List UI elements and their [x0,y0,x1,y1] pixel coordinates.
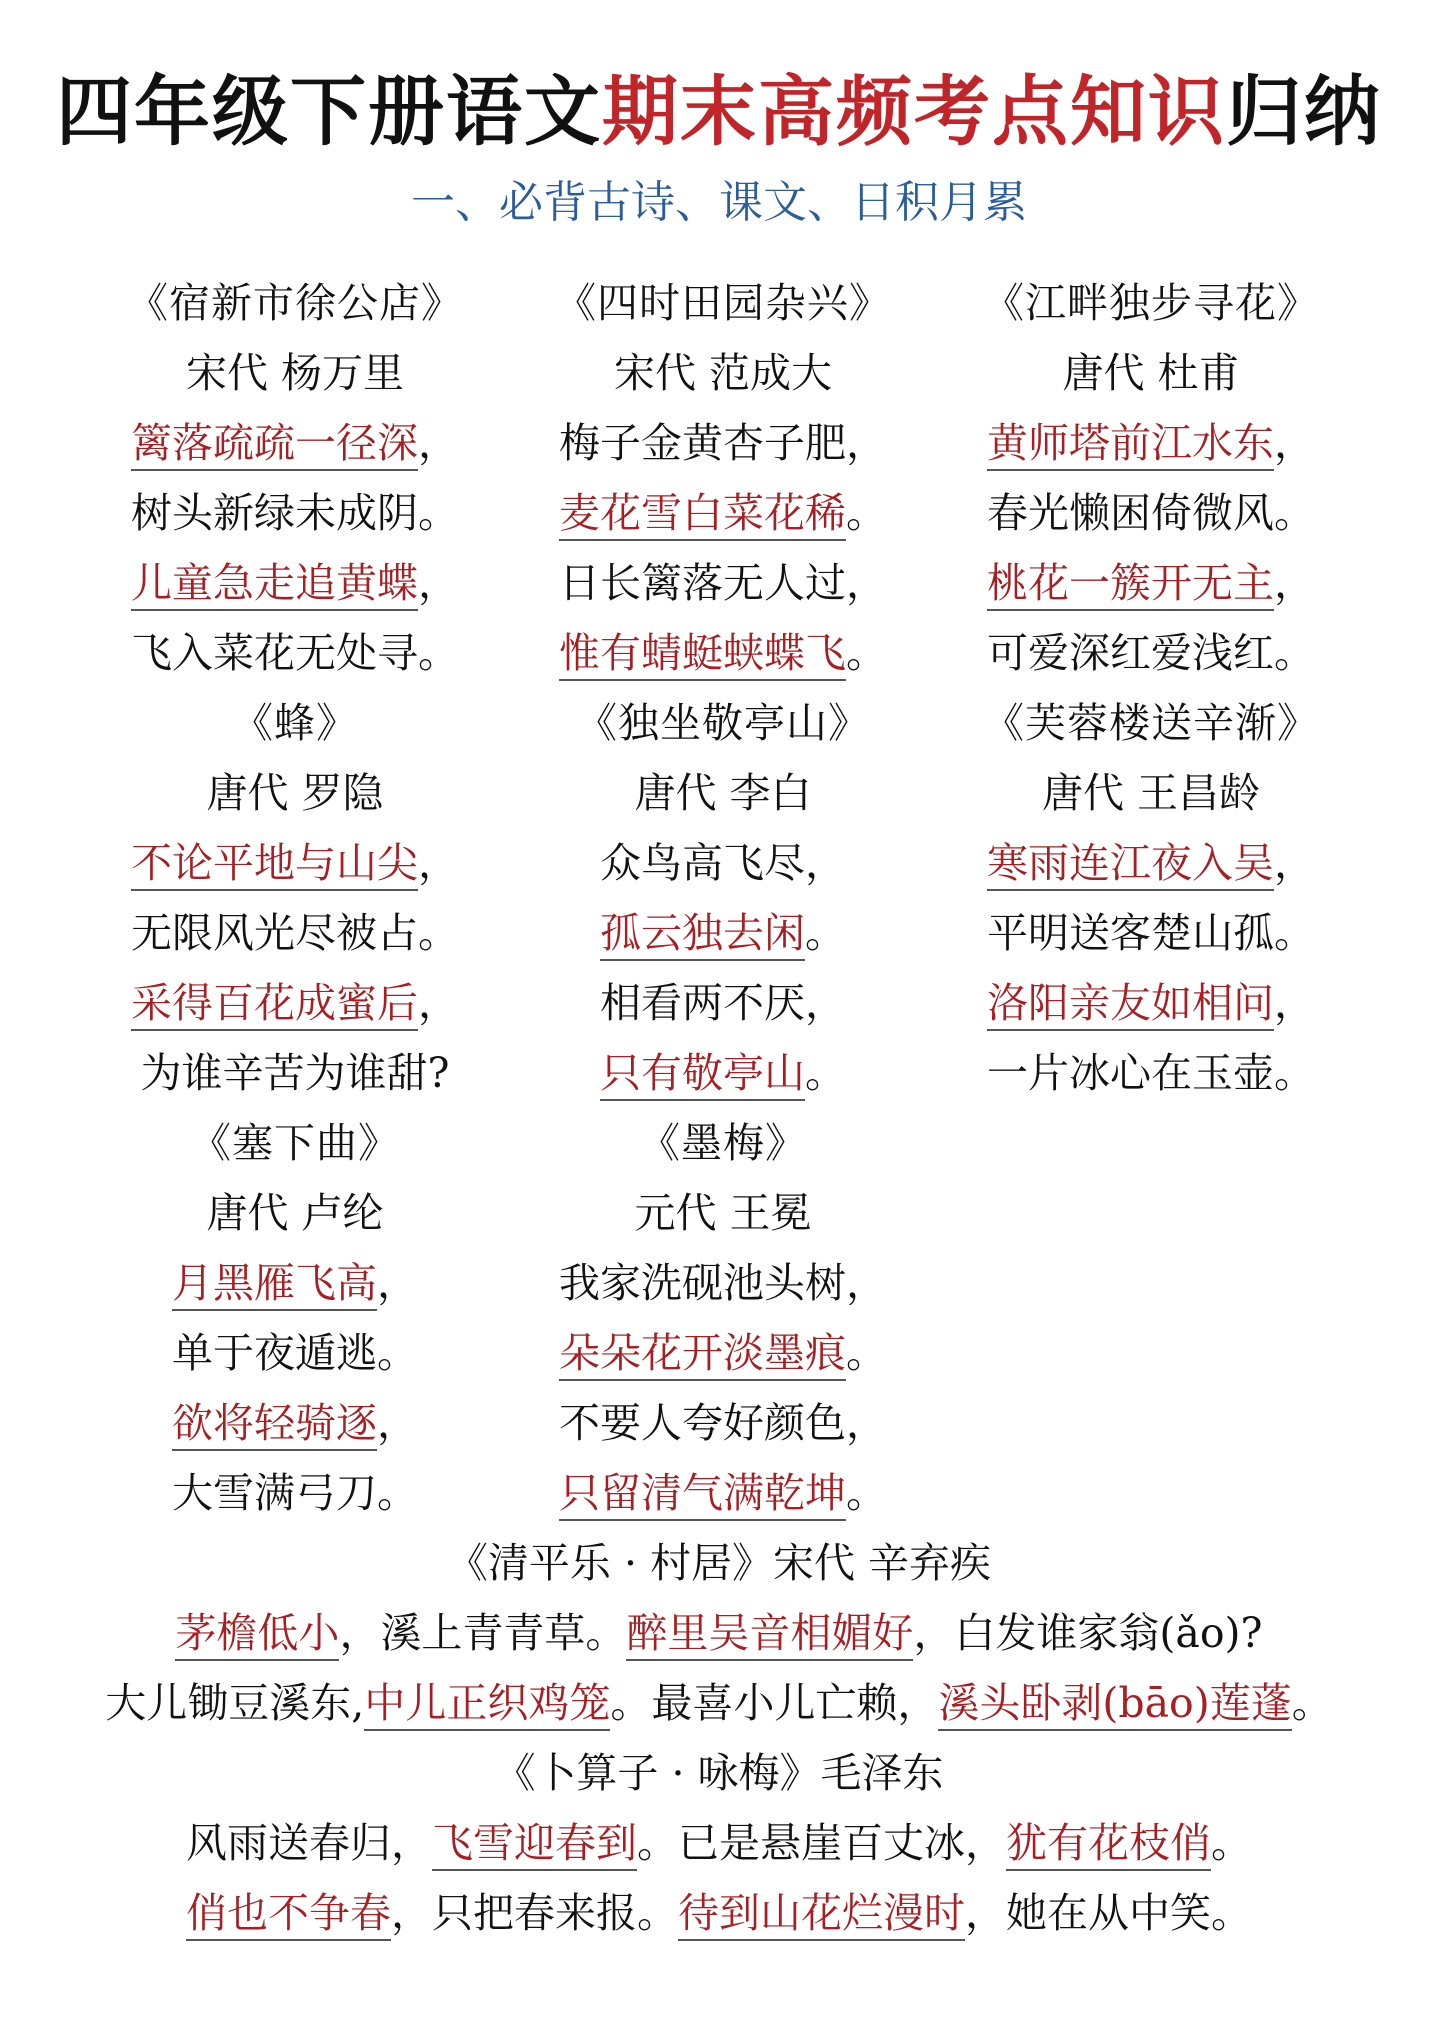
poem-title: 《宿新市徐公店》 [127,279,463,327]
highlighted-text: 待到山花烂漫时 [678,1887,965,1941]
highlighted-text: 寒雨连江夜入吴 [987,837,1274,891]
highlighted-text: 醉里吴音相媚好 [626,1607,913,1661]
poem-line: 一片冰心在玉壶。 [987,1049,1315,1097]
highlighted-text: 朵朵花开淡墨痕 [559,1327,846,1381]
poem-line: 黄师塔前江水东， [936,408,1366,478]
poem-title: 《四时田园杂兴》 [555,279,891,327]
title-part-3: 归纳 [1226,67,1382,156]
poem-line: 不要人夸好颜色， [559,1399,887,1447]
poem-title: 《蜂》 [232,699,358,747]
highlighted-text: 孤云独去闲 [600,907,805,961]
poem-line: 为谁辛苦为谁甜? [140,1049,450,1097]
poem-line: 无限风光尽被占。 [131,909,459,957]
poem-line: 茅檐低小，溪上青青草。醉里吴音相媚好，白发谁家翁(ǎo)? [0,1598,1438,1668]
highlighted-text: 飞雪迎春到 [432,1817,637,1871]
poem-line: 寒雨连江夜入吴， [936,828,1366,898]
poem-author: 宋代 范成大 [613,349,833,397]
poem-block [80,268,510,688]
poem-title: 《江畔独步寻花》 [983,279,1319,327]
poem-line: 平明送客楚山孤。 [987,909,1315,957]
highlighted-text: 儿童急走追黄蝶 [131,557,418,611]
poem-line: 儿童急走追黄蝶， [80,548,510,618]
highlighted-text: 只有敬亭山 [600,1047,805,1101]
poem-line: 桃花一簇开无主， [936,548,1366,618]
poem-title: 《卜算子 · 咏梅》毛泽东 [494,1749,944,1797]
poem-title: 《清平乐 · 村居》宋代 辛弃疾 [446,1539,992,1587]
highlighted-text: 中儿正织鸡笼 [364,1677,610,1731]
poem-line: 欲将轻骑逐， [80,1388,510,1458]
poem-title: 《芙蓉楼送辛渐》 [983,699,1319,747]
poem-line: 篱落疏疏一径深， [80,408,510,478]
poem-title: 《独坐敬亭山》 [576,699,870,747]
highlighted-text: 不论平地与山尖 [131,837,418,891]
poem-block [936,268,1366,688]
poem-line: 单于夜遁逃。 [172,1329,418,1377]
poem-line: 相看两不厌， [600,979,846,1027]
poem-line: 大雪满弓刀。 [172,1469,418,1517]
poem-author: 唐代 罗隐 [206,769,384,817]
poem-line: 我家洗砚池头树， [559,1259,887,1307]
poem-line: 俏也不争春，只把春来报。待到山花烂漫时，她在从中笑。 [0,1878,1438,1948]
poem-line: 树头新绿未成阴。 [131,489,459,537]
poem-line: 采得百花成蜜后， [80,968,510,1038]
poem-block [936,688,1366,1108]
poem-line: 日长篱落无人过， [559,559,887,607]
poem-line: 惟有蜻蜓蛱蝶飞。 [508,618,938,688]
highlighted-text: 洛阳亲友如相问 [987,977,1274,1031]
poem-line: 飞入菜花无处寻。 [131,629,459,677]
highlighted-text: 俏也不争春 [186,1887,391,1941]
poem-line: 可爱深红爱浅红。 [987,629,1315,677]
poem-line: 风雨送春归，飞雪迎春到。已是悬崖百丈冰，犹有花枝俏。 [0,1808,1438,1878]
poem-title: 《塞下曲》 [190,1119,400,1167]
poem-line: 春光懒困倚微风。 [987,489,1315,537]
poem-author: 唐代 杜甫 [1062,349,1240,397]
highlighted-text: 采得百花成蜜后 [131,977,418,1031]
poem-line: 不论平地与山尖， [80,828,510,898]
title-part-2: 期末高频考点知识 [602,67,1226,156]
highlighted-text: 只留清气满乾坤 [559,1467,846,1521]
poem-line: 麦花雪白菜花稀。 [508,478,938,548]
poem-author: 宋代 杨万里 [185,349,405,397]
poem-block [508,268,938,688]
poem-title: 《墨梅》 [639,1119,807,1167]
highlighted-text: 篱落疏疏一径深 [131,417,418,471]
poem-author: 唐代 李白 [634,769,812,817]
highlighted-text: 犹有花枝俏 [1006,1817,1211,1871]
highlighted-text: 黄师塔前江水东 [987,417,1274,471]
poem-block [508,688,938,1108]
highlighted-text: 桃花一簇开无主 [987,557,1274,611]
page-title [0,62,1438,162]
highlighted-text: 欲将轻骑逐 [172,1397,377,1451]
poem-block [80,688,510,1108]
poem-line: 月黑雁飞高， [80,1248,510,1318]
poem-line: 众鸟高飞尽， [600,839,846,887]
highlighted-text: 茅檐低小 [175,1607,339,1661]
section-subtitle: 一、必背古诗、课文、日积月累 [411,177,1027,228]
poem-line: 只留清气满乾坤。 [508,1458,938,1528]
highlighted-text: 溪头卧剥(bāo)莲蓬 [938,1677,1291,1731]
poem-line: 朵朵花开淡墨痕。 [508,1318,938,1388]
highlighted-text: 麦花雪白菜花稀 [559,487,846,541]
poem-line: 大儿锄豆溪东,中儿正织鸡笼。最喜小儿亡赖，溪头卧剥(bāo)莲蓬。 [0,1668,1438,1738]
poem-line: 只有敬亭山。 [508,1038,938,1108]
poem-qingpingle [0,1528,1438,1738]
highlighted-text: 惟有蜻蜓蛱蝶飞 [559,627,846,681]
title-part-1: 四年级下册语文 [56,67,602,156]
poem-line: 孤云独去闲。 [508,898,938,968]
poem-line: 洛阳亲友如相问， [936,968,1366,1038]
poem-line: 梅子金黄杏子肥， [559,419,887,467]
poem-block [80,1108,510,1528]
poem-author: 唐代 卢纶 [206,1189,384,1237]
highlighted-text: 月黑雁飞高 [172,1257,377,1311]
poem-author: 唐代 王昌龄 [1041,769,1261,817]
poem-block [508,1108,938,1528]
poem-author: 元代 王冕 [634,1189,812,1237]
poem-busuanzi [0,1738,1438,1948]
